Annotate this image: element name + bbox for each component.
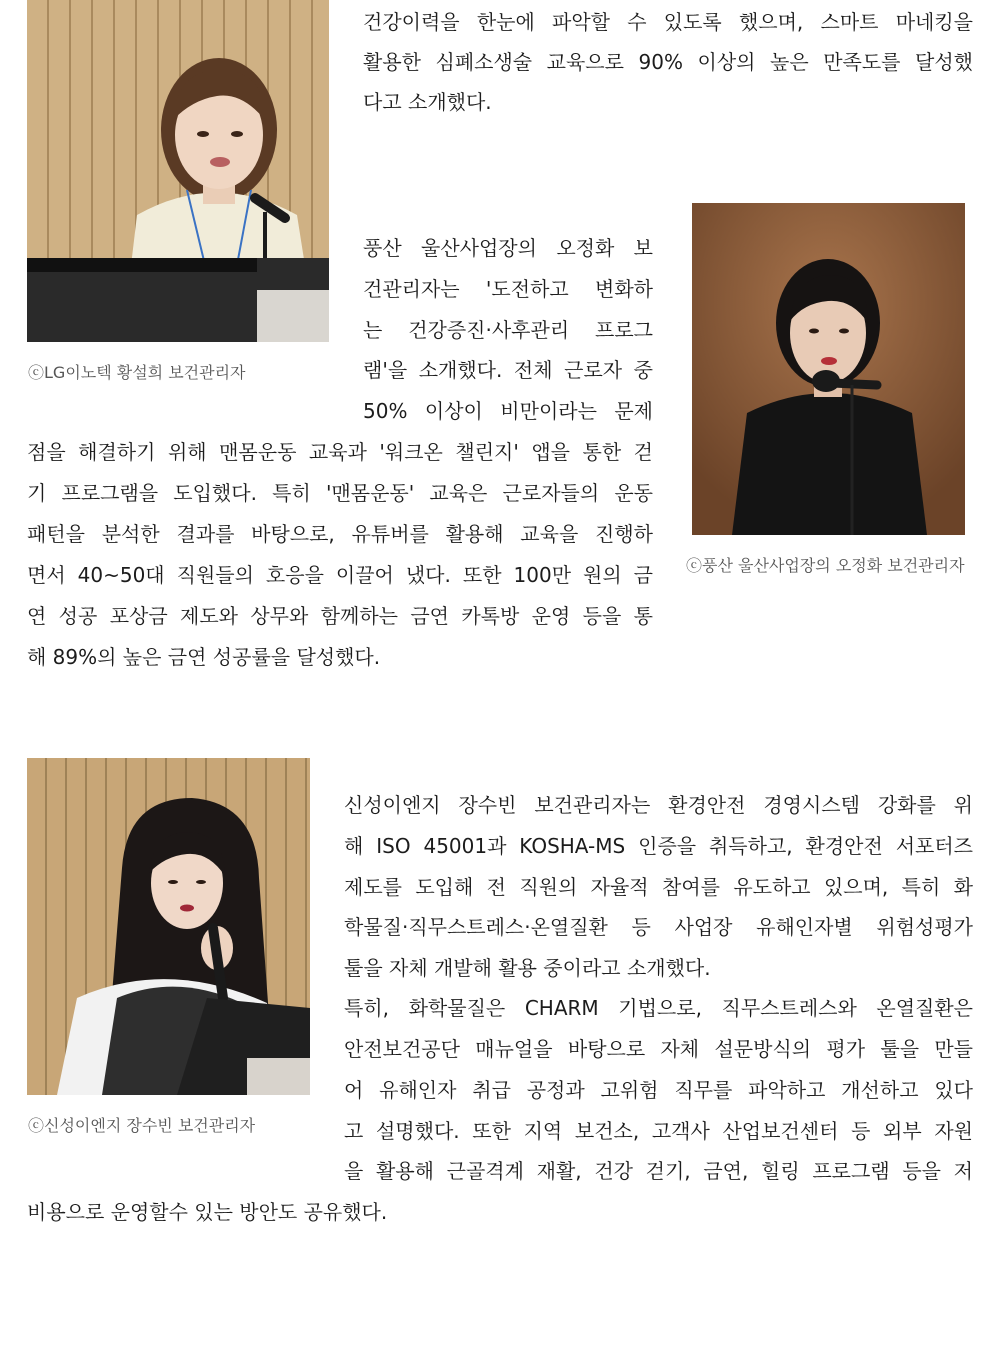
speaker-photo-1-image — [27, 0, 329, 342]
paragraph-3-line: 특히, 화학물질은 CHARM 기법으로, 직무스트레스와 온열질환은 — [344, 996, 973, 1020]
paragraph-3-line: 해 ISO 45001과 KOSHA-MS 인증을 취득하고, 환경안전 서포터즈 — [344, 834, 973, 858]
paragraph-2-line: 램'을 소개했다. 전체 근로자 중 — [363, 358, 653, 382]
paragraph-3-line: 툴을 자체 개발해 활용 중이라고 소개했다. — [344, 956, 711, 980]
paragraph-3-line: 학물질·직무스트레스·온열질환 등 사업장 유해인자별 위험성평가 — [344, 915, 973, 939]
paragraph-2-line: 해 89%의 높은 금연 성공률을 달성했다. — [27, 645, 381, 669]
paragraph-2-line: 점을 해결하기 위해 맨몸운동 교육과 '워크온 챌린지' 앱을 통한 걷 — [27, 440, 653, 464]
paragraph-2-line: 기 프로그램을 도입했다. 특히 '맨몸운동' 교육은 근로자들의 운동 — [27, 481, 653, 505]
paragraph-2-line: 풍산 울산사업장의 오정화 보 — [363, 236, 653, 260]
paragraph-1-line: 건강이력을 한눈에 파악할 수 있도록 했으며, 스마트 마네킹을 — [363, 10, 973, 34]
paragraph-1-line: 다고 소개했다. — [363, 90, 492, 114]
photo-shinsung-speaker — [27, 758, 310, 1095]
photo-lg-innotek-speaker — [27, 0, 329, 342]
paragraph-3-line: 신성이엔지 장수빈 보건관리자는 환경안전 경영시스템 강화를 위 — [344, 793, 973, 817]
paragraph-3-line: 안전보건공단 매뉴얼을 바탕으로 자체 설문방식의 평가 툴을 만들 — [344, 1037, 973, 1061]
paragraph-3-line: 비용으로 운영할수 있는 방안도 공유했다. — [27, 1200, 388, 1224]
paragraph-3-line: 제도를 도입해 전 직원의 자율적 참여를 유도하고 있으며, 특히 화 — [344, 875, 973, 899]
paragraph-2-line: 연 성공 포상금 제도와 상무와 함께하는 금연 카톡방 운영 등을 통 — [27, 604, 653, 628]
photo-poongsan-speaker — [692, 203, 965, 535]
paragraph-2-line: 면서 40~50대 직원들의 호응을 이끌어 냈다. 또한 100만 원의 금 — [27, 563, 653, 587]
paragraph-2-line: 는 건강증진·사후관리 프로그 — [363, 318, 653, 342]
speaker-photo-3-image — [27, 758, 310, 1095]
photo-caption-shinsung: ⓒ신성이엔지 장수빈 보건관리자 — [28, 1116, 256, 1135]
photo-caption-poongsan: ⓒ풍산 울산사업장의 오정화 보건관리자 — [686, 556, 965, 575]
paragraph-2-line: 50% 이상이 비만이라는 문제 — [363, 399, 653, 423]
paragraph-2-line: 건관리자는 '도전하고 변화하 — [363, 277, 653, 301]
photo-caption-lg-innotek: ⓒLG이노텍 황설희 보건관리자 — [28, 363, 246, 382]
paragraph-3-line: 고 설명했다. 또한 지역 보건소, 고객사 산업보건센터 등 외부 자원 — [344, 1119, 973, 1143]
paragraph-3-line: 어 유해인자 취급 공정과 고위험 직무를 파악하고 개선하고 있다 — [344, 1078, 973, 1102]
paragraph-1-line: 활용한 심폐소생술 교육으로 90% 이상의 높은 만족도를 달성했 — [363, 50, 973, 74]
paragraph-3-line: 을 활용해 근골격계 재활, 건강 걷기, 금연, 힐링 프로그램 등을 저 — [344, 1159, 973, 1183]
paragraph-2-line: 패턴을 분석한 결과를 바탕으로, 유튜버를 활용해 교육을 진행하 — [27, 522, 653, 546]
speaker-photo-2-image — [692, 203, 965, 535]
